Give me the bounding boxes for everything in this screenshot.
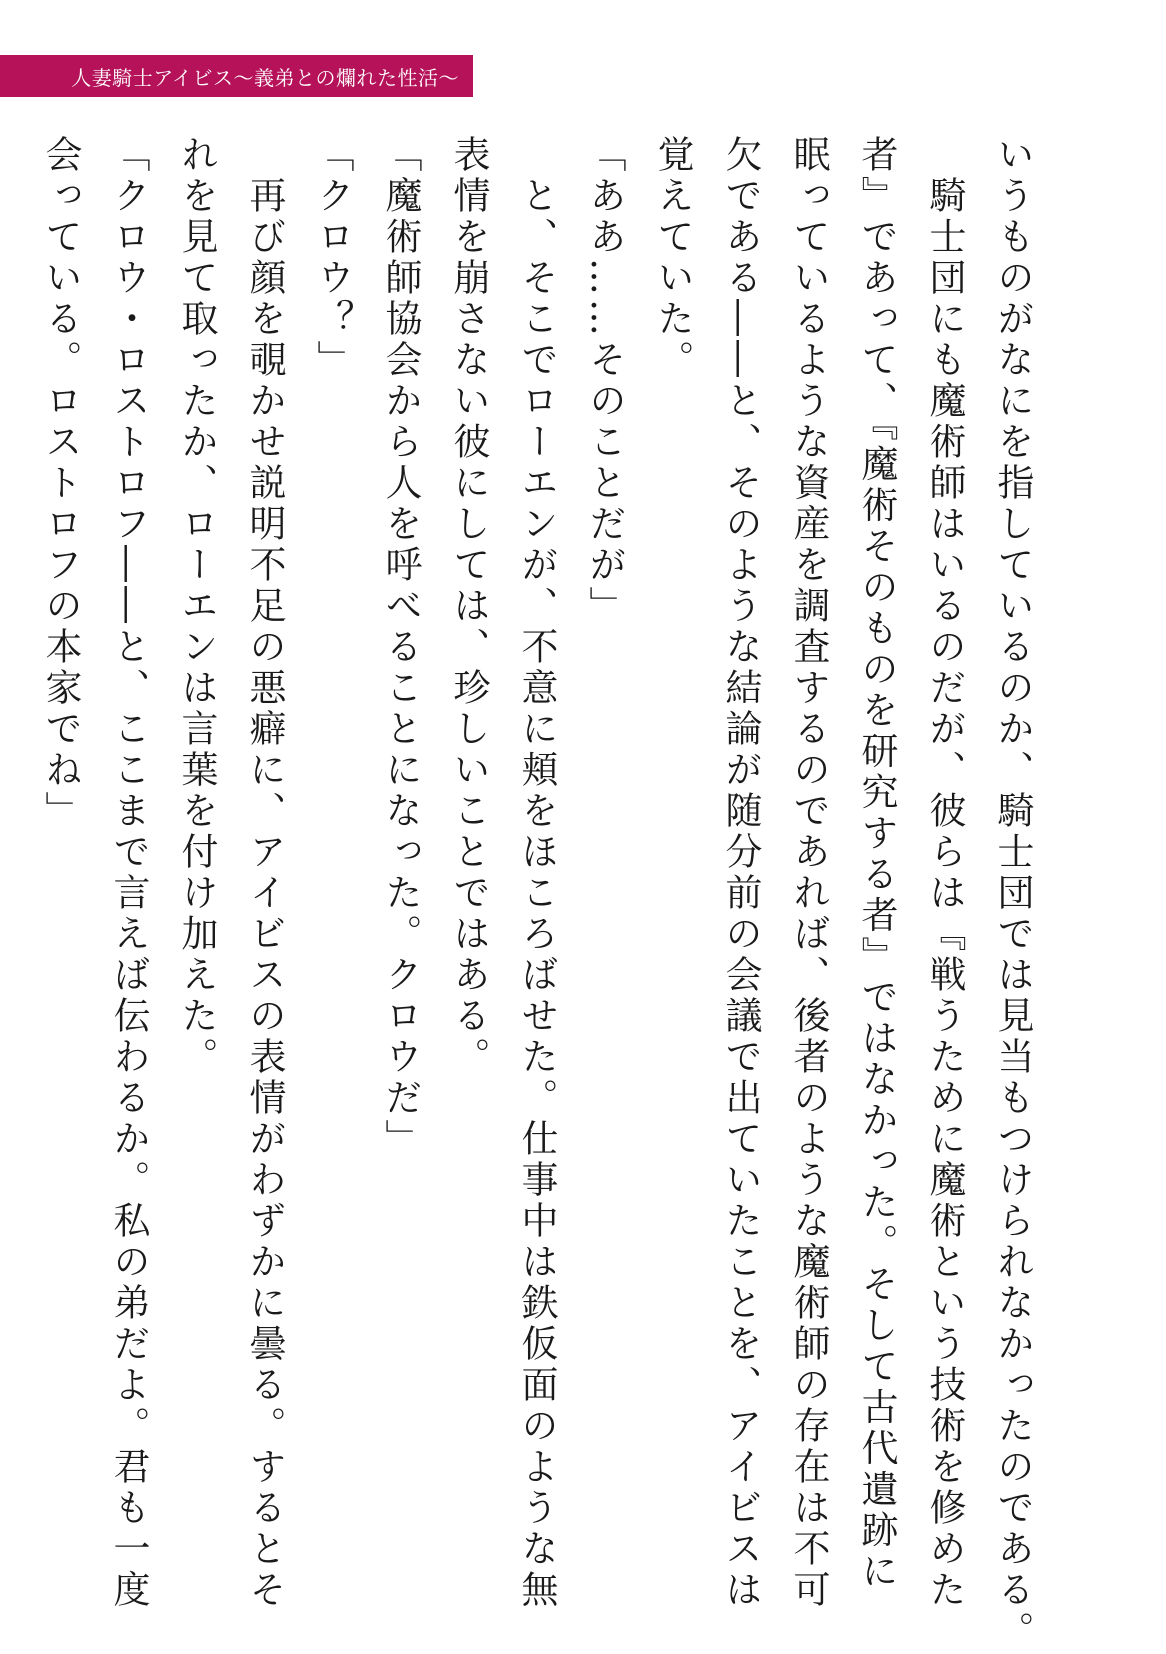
text-line: 騎士団にも魔術師はいるのだが、彼らは『戦うために魔術という技術を修めた <box>923 135 966 1611</box>
chapter-header-band <box>0 55 473 97</box>
text-line: 「クロウ・ロストロフ――と、ここまで言えば伝わるか。私の弟だよ。君も一度 <box>107 135 150 1611</box>
text-line: 「魔術師協会から人を呼べることになった。クロウだ」 <box>379 135 422 1160</box>
text-line: 会っている。ロストロフの本家でね」 <box>39 135 82 832</box>
chapter-header-title: 人妻騎士アイビス〜義弟との爛れた性活〜 <box>71 65 459 90</box>
vertical-text-body <box>26 135 1046 1652</box>
text-line: 欠である――と、そのような結論が随分前の会議で出ていたことを、アイビスは <box>719 135 762 1611</box>
text-line: いうものがなにを指しているのか、騎士団では見当もつけられなかったのである。 <box>991 135 1034 1652</box>
text-line: と、そこでローエンが、不意に頬をほころばせた。仕事中は鉄仮面のような無 <box>515 135 558 1611</box>
text-line: 者』であって、『魔術そのものを研究する者』ではなかった。そして古代遺跡に <box>855 135 898 1593</box>
text-line: 覚えていた。 <box>651 135 694 381</box>
text-line: 表情を崩さない彼にしては、珍しいことではある。 <box>447 135 490 1078</box>
text-line: 「ああ……そのことだが」 <box>583 135 626 627</box>
text-line: 眠っているような資産を調査するのであれば、後者のような魔術師の存在は不可 <box>787 135 830 1611</box>
text-line: 「クロウ？」 <box>311 135 354 381</box>
text-line: れを見て取ったか、ローエンは言葉を付け加えた。 <box>175 135 218 1078</box>
text-line: 再び顔を覗かせ説明不足の悪癖に、アイビスの表情がわずかに曇る。するとそ <box>243 135 286 1611</box>
